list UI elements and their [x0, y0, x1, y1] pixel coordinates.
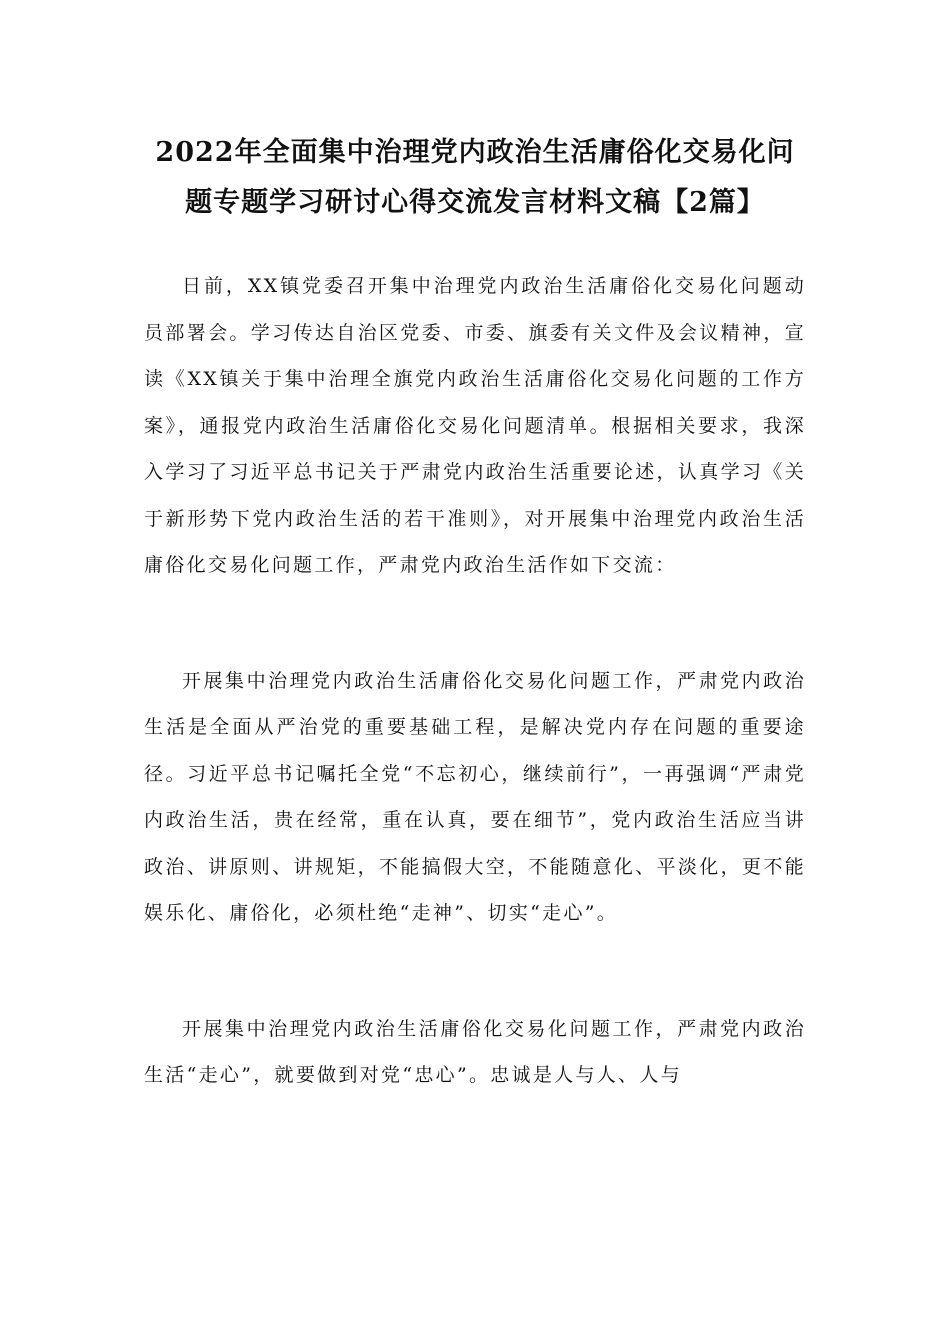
body-paragraph-1: 日前，XX镇党委召开集中治理党内政治生活庸俗化交易化问题动员部署会。学习传达自治区党委、市委、旗委有关文件及会议精神，宣读《XX镇关于集中治理全旗党内政治生活庸俗化交易化问题的工作方案》，通报党内政治生活庸俗化交易化问题清单。根据相关要求，我深入学习了习近平总书记关于严肃党内政治生活重要论述，认真学习《关于新形势下党内政治生活的若干准则》，对开展集中治理党内政治生活庸俗化交易化问题工作，严肃党内政治生活作如下交流： [144, 275, 806, 576]
document-title [144, 128, 806, 228]
body-paragraph-2: 开展集中治理党内政治生活庸俗化交易化问题工作，严肃党内政治生活是全面从严治党的重要基础工程，是解决党内存在问题的重要途径。习近平总书记嘱托全党“不忘初心，继续前行”，一再强调“严肃党内政治生活，贵在经常，重在认真，要在细节”，党内政治生活应当讲政治、讲原则、讲规矩，不能搞假大空，不能随意化、平淡化，更不能娱乐化、庸俗化，必须杜绝“走神”、切实“走心”。 [144, 669, 806, 924]
title-line-2: 题专题学习研讨心得交流发言材料文稿【2篇】 [185, 187, 765, 218]
title-line-1: 2022年全面集中治理党内政治生活庸俗化交易化问 [155, 137, 795, 168]
body-paragraph-3: 开展集中治理党内政治生活庸俗化交易化问题工作，严肃党内政治生活“走心”，就要做到对党“忠心”。忠诚是人与人、人与 [144, 1017, 806, 1086]
